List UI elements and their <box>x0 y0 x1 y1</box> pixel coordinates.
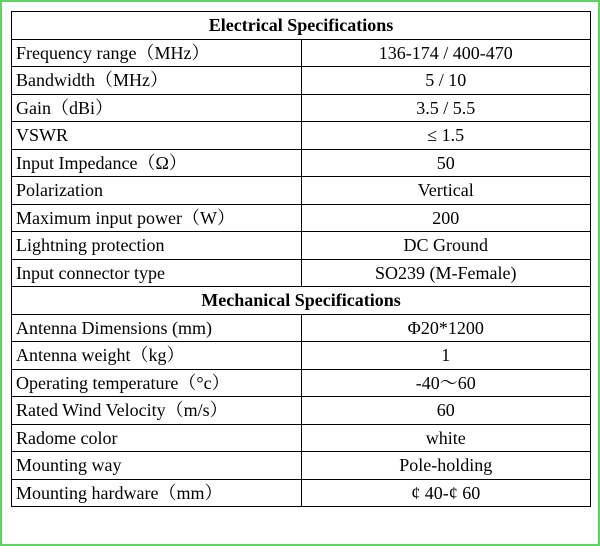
spec-value: SO239 (M-Female) <box>301 259 591 287</box>
table-row <box>12 259 591 287</box>
spec-value: Pole-holding <box>301 452 591 480</box>
spec-label: Mounting way <box>12 452 302 480</box>
spec-label: Radome color <box>12 424 302 452</box>
table-row <box>12 177 591 205</box>
spec-value: 200 <box>301 204 591 232</box>
mechanical-section-title: Mechanical Specifications <box>12 287 591 315</box>
table-row <box>12 424 591 452</box>
table-row <box>12 314 591 342</box>
spec-label: Input connector type <box>12 259 302 287</box>
spec-value: -40～60 <box>301 369 591 397</box>
spec-label: Antenna weight（kg） <box>12 342 302 370</box>
table-row <box>12 369 591 397</box>
spec-value: 5 / 10 <box>301 67 591 95</box>
table-row <box>12 149 591 177</box>
table-row <box>12 94 591 122</box>
spec-value: ¢ 40-¢ 60 <box>301 479 591 507</box>
table-row <box>12 452 591 480</box>
table-row <box>12 39 591 67</box>
spec-value: ≤ 1.5 <box>301 122 591 150</box>
spec-value: white <box>301 424 591 452</box>
spec-label: Lightning protection <box>12 232 302 260</box>
table-row <box>12 397 591 425</box>
spec-label: Operating temperature（°c） <box>12 369 302 397</box>
spec-value: 50 <box>301 149 591 177</box>
spec-label: Rated Wind Velocity（m/s） <box>12 397 302 425</box>
spec-value: 60 <box>301 397 591 425</box>
spec-label: Gain（dBi） <box>12 94 302 122</box>
section-header-row <box>12 287 591 315</box>
table-row <box>12 479 591 507</box>
table-row <box>12 122 591 150</box>
table-row <box>12 342 591 370</box>
spec-label: Frequency range（MHz） <box>12 39 302 67</box>
spec-value: 136-174 / 400-470 <box>301 39 591 67</box>
spec-label: Polarization <box>12 177 302 205</box>
spec-label: Maximum input power（W） <box>12 204 302 232</box>
table-row <box>12 232 591 260</box>
table-row <box>12 67 591 95</box>
spec-label: Antenna Dimensions (mm) <box>12 314 302 342</box>
spec-value: 1 <box>301 342 591 370</box>
spec-label: Input Impedance（Ω） <box>12 149 302 177</box>
table-row <box>12 204 591 232</box>
spec-value: Vertical <box>301 177 591 205</box>
spec-value: DC Ground <box>301 232 591 260</box>
spec-table <box>11 11 591 507</box>
section-header-row <box>12 12 591 40</box>
spec-label: Bandwidth（MHz） <box>12 67 302 95</box>
electrical-section-title: Electrical Specifications <box>12 12 591 40</box>
spec-label: VSWR <box>12 122 302 150</box>
spec-value: Φ20*1200 <box>301 314 591 342</box>
spec-value: 3.5 / 5.5 <box>301 94 591 122</box>
spec-label: Mounting hardware（mm） <box>12 479 302 507</box>
